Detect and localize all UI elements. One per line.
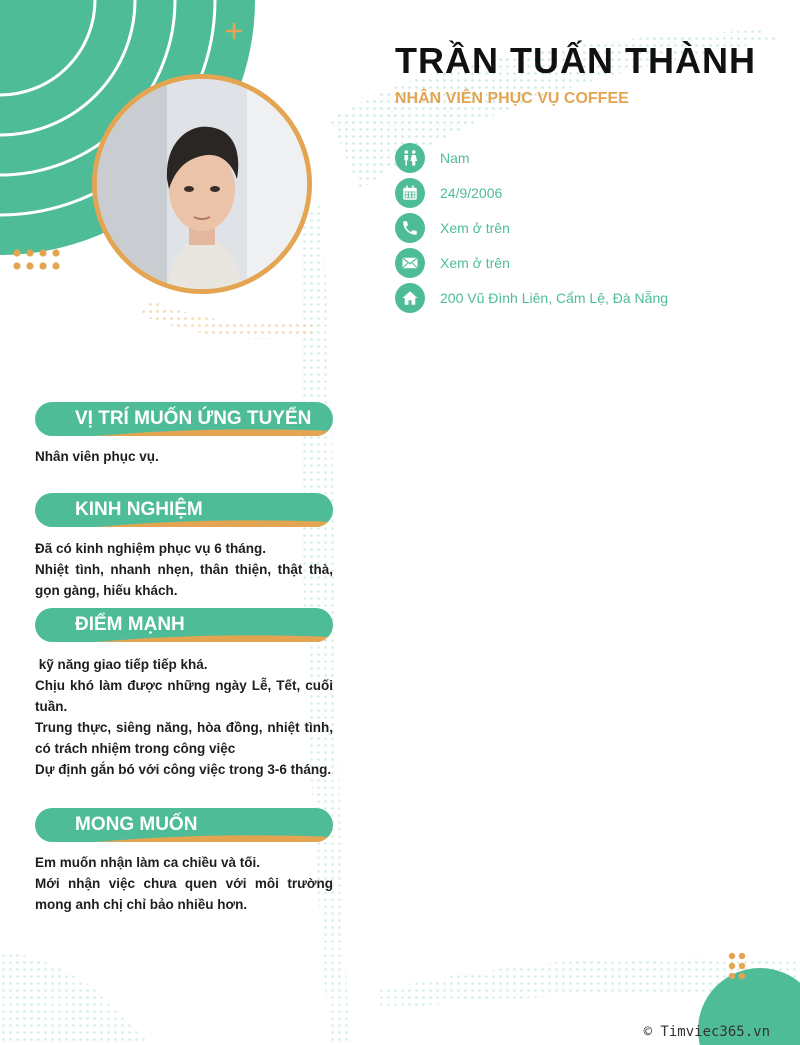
contact-email-text: Xem ở trên [440, 254, 510, 271]
job-title: NHÂN VIÊN PHỤC VỤ COFFEE [395, 90, 629, 107]
section-header-experience [35, 493, 333, 531]
watermark: © Timviec365.vn [643, 1024, 770, 1040]
text-line: Mới nhận việc chưa quen với môi trường mong anh chị chỉ bảo nhiều hơn. [35, 876, 333, 912]
contact-gender-text: Nam [440, 149, 470, 166]
text-line: Dự định gắn bó với công việc trong 3-6 tháng. [35, 762, 332, 777]
contact-address-text: 200 Vũ Đình Liên, Cẩm Lệ, Đà Nẵng [440, 289, 669, 306]
text-line: Em muốn nhận làm ca chiều và tối. [35, 855, 261, 870]
text-line: Trung thực, siêng năng, hòa đồng, nhiệt tình, có trách nhiệm trong công việc [35, 720, 333, 756]
contact-phone [395, 210, 785, 245]
contact-phone-text: Xem ở trên [440, 219, 510, 236]
candidate-name: TRẦN TUẤN THÀNH [395, 40, 756, 81]
contact-birthday-text: 24/9/2006 [440, 184, 503, 201]
home-icon [395, 283, 425, 313]
section-body-strengths [35, 654, 333, 780]
section-title: ĐIỂM MẠNH [75, 614, 185, 635]
section-body-position [35, 446, 333, 467]
contact-gender [395, 140, 785, 175]
phone-icon [395, 213, 425, 243]
section-title: MONG MUỐN [75, 814, 198, 835]
gender-icon [395, 143, 425, 173]
mail-icon [395, 248, 425, 278]
text-line: Nhân viên phục vụ. [35, 449, 159, 464]
text-line: Đã có kinh nghiệm phục vụ 6 tháng. [35, 541, 267, 556]
section-header-position [35, 402, 333, 440]
section-body-experience [35, 538, 333, 601]
section-title: KINH NGHIỆM [75, 499, 203, 520]
contact-birthday [395, 175, 785, 210]
text-line: kỹ năng giao tiếp tiếp khá. [35, 657, 208, 672]
calendar-icon [395, 178, 425, 208]
contact-email [395, 245, 785, 280]
section-header-strengths [35, 608, 333, 646]
contact-address [395, 280, 785, 315]
contact-list [395, 140, 785, 315]
text-line: Chịu khó làm được những ngày Lễ, Tết, cuối tuần. [35, 678, 333, 714]
profile-photo [92, 74, 312, 294]
text-line: Nhiệt tình, nhanh nhẹn, thân thiện, thật thà, gọn gàng, hiếu khách. [35, 562, 333, 598]
section-body-wishes [35, 852, 333, 915]
section-title: VỊ TRÍ MUỐN ỨNG TUYỂN [75, 408, 312, 429]
section-header-wishes [35, 808, 333, 846]
